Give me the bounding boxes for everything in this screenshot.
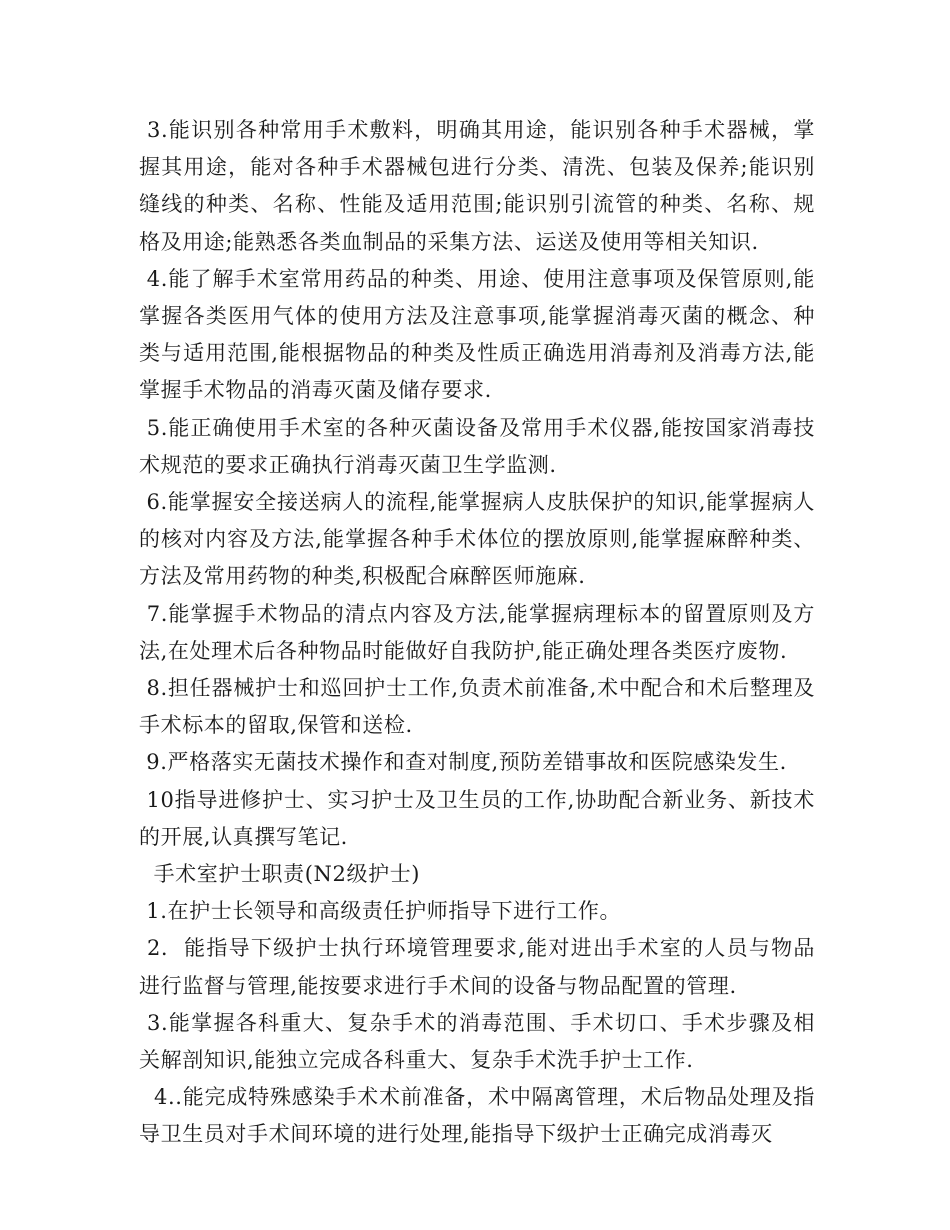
paragraph-item-10: 10指导进修护士、实习护士及卫生员的工作,协助配合新业务、新技术的开展,认真撰写笔记. <box>139 787 815 849</box>
paragraph-item-3: 3.能识别各种常用手术敷料，明确其用途，能识别各种手术器械，掌握其用途，能对各种手术器械包进行分类、清洗、包装及保养;能识别缝线的种类、名称、性能及适用范围;能识别引流管的种类、名称、规格及用途;能熟悉各类血制品的采集方法、运送及使用等相关知识. <box>139 118 815 254</box>
paragraph-item-5: 5.能正确使用手术室的各种灭菌设备及常用手术仪器,能按国家消毒技术规范的要求正确执行消毒灭菌卫生学监测. <box>139 415 815 477</box>
paragraph-item-8: 8.担任器械护士和巡回护士工作,负责术前准备,术中配合和术后整理及手术标本的留取,保管和送检. <box>139 676 815 738</box>
paragraph-item-4: 4.能了解手术室常用药品的种类、用途、使用注意事项及保管原则,能掌握各类医用气体的使用方法及注意事项,能掌握消毒灭菌的概念、种类与适用范围,能根据物品的种类及性质正确选用消毒剂及消毒方法,能掌握手术物品的消毒灭菌及储存要求. <box>139 266 815 403</box>
paragraph-n2-item-2: 2. 能指导下级护士执行环境管理要求,能对进出手术室的人员与物品进行监督与管理,能按要求进行手术间的设备与物品配置的管理. <box>139 936 815 998</box>
paragraph-item-9: 9.严格落实无菌技术操作和查对制度,预防差错事故和医院感染发生. <box>139 750 787 775</box>
paragraph-n2-item-4: 4..能完成特殊感染手术术前准备，术中隔离管理，术后物品处理及指导卫生员对手术间环境的进行处理,能指导下级护士正确完成消毒灭 <box>139 1085 815 1147</box>
paragraph-n2-item-1: 1.在护士长领导和高级责任护师指导下进行工作。 <box>139 899 622 924</box>
section-heading: 手术室护士职责(N2级护士) <box>139 862 421 887</box>
paragraph-item-6: 6.能掌握安全接送病人的流程,能掌握病人皮肤保护的知识,能掌握病人的核对内容及方法,能掌握各种手术体位的摆放原则,能掌握麻醉种类、方法及常用药物的种类,积极配合麻醉医师施麻. <box>139 490 815 589</box>
document-body <box>139 112 815 1154</box>
paragraph-item-7: 7.能掌握手术物品的清点内容及方法,能掌握病理标本的留置原则及方法,在处理术后各种物品时能做好自我防护,能正确处理各类医疗废物. <box>139 601 815 663</box>
paragraph-n2-item-3: 3.能掌握各科重大、复杂手术的消毒范围、手术切口、手术步骤及相关解剖知识,能独立完成各科重大、复杂手术洗手护士工作. <box>139 1010 815 1073</box>
